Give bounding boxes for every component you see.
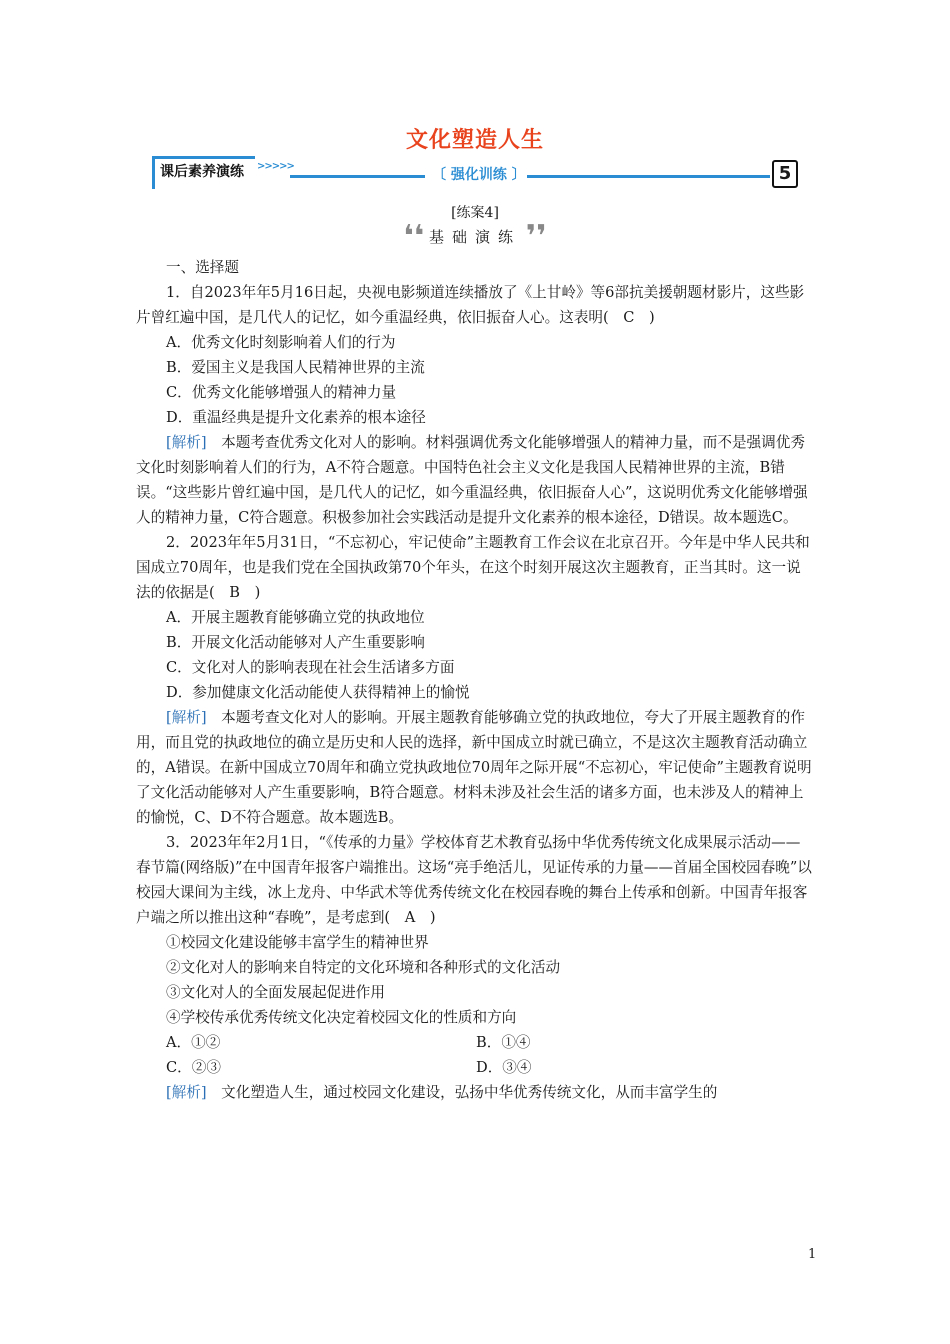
analysis-tag: [解析] [166,709,207,726]
question-3-option-b: B．①④ [476,1034,531,1051]
question-3-analysis [136,1080,813,1105]
banner-line-left [290,175,425,178]
question-3-item-4: ④学校传承优秀传统文化决定着校园文化的性质和方向 [166,1009,517,1026]
question-2-option-c: C．文化对人的影响表现在社会生活诸多方面 [166,659,455,676]
question-3-stem: 3．2023年年2月1日，“《传承的力量》学校体育艺术教育弘扬中华优秀传统文化成果展示活动——春节篇(网络版)”在中国青年报客户端推出。这场“亮手绝活儿，见证传承的力量——首届全国校园春晚”以校园大课间为主线，冰上龙舟、中华武术等优秀传统文化在校园春晚的舞台上传承和创新。中国青年报客户端之所以推出这种“春晚”，是考虑到( A ) [136,834,812,926]
question-3-item-1: ①校园文化建设能够丰富学生的精神世界 [166,934,429,951]
close-quote-icon: ❜❜ [525,218,547,254]
question-2-stem: 2．2023年年5月31日，“不忘初心，牢记使命”主题教育工作会议在北京召开。今年是中华人民共和国成立70周年，也是我们党在全国执政第70个年头，在这个时刻开展这次主题教育，正当其时。这一说法的依据是( B ) [136,534,810,601]
analysis-text: 文化塑造人生，通过校园文化建设，弘扬中华优秀传统文化，从而丰富学生的 [206,1084,718,1101]
question-2-option-b: B．开展文化活动能够对人产生重要影响 [166,634,425,651]
question-3-options-row-1 [136,1030,813,1055]
section-label: 基础演练 [428,228,521,246]
question-1-option-b: B．爱国主义是我国人民精神世界的主流 [166,359,425,376]
analysis-tag: [解析] [166,434,207,451]
banner-line-right [527,175,770,178]
banner-left-label: 课后素养演练 [160,164,244,180]
question-1-stem: 1．自2023年年5月16日起，央视电影频道连续播放了《上甘岭》等6部抗美援朝题材影片，这些影片曾红遍中国，是几代人的记忆，如今重温经典，依旧振奋人心。这表明( C ) [136,284,805,326]
question-1-option-a: A．优秀文化时刻影响着人们的行为 [166,334,396,351]
page-title: 文化塑造人生 [405,128,544,153]
part-heading: 一、选择题 [166,259,239,276]
question-3-option-c: C．②③ [166,1059,221,1076]
analysis-text: 本题考查文化对人的影响。开展主题教育能够确立党的执政地位，夸大了开展主题教育的作用，而且党的执政地位的确立是历史和人民的选择，新中国成立时就已确立，不是这次主题教育活动确立的，A错误。在新中国成立70周年和确立党执政地位70周年之际开展“不忘初心，牢记使命”主题教育说明了文化活动能够对人产生重要影响，B符合题意。材料未涉及社会生活的诸多方面，也未涉及人的精神上的愉悦，C、D不符合题意。故本题选B。 [136,709,812,826]
question-1-analysis [136,430,813,530]
banner-arrows: >>>>> [257,161,294,172]
exercise-label: [练案4] [451,205,499,221]
question-2-option-a: A．开展主题教育能够确立党的执政地位 [166,609,425,626]
question-3-item-3: ③文化对人的全面发展起促进作用 [166,984,385,1001]
question-2-analysis [136,705,813,830]
page-number: 1 [808,1247,817,1262]
banner-center-label: 〔 强化训练 〕 [432,167,526,183]
question-2-option-d: D．参加健康文化活动能使人获得精神上的愉悦 [166,684,470,701]
document-body [136,255,813,1105]
banner-number-badge: 5 [772,160,798,188]
section-heading [0,218,950,254]
question-3-options-row-2 [136,1055,813,1080]
section-banner [152,153,800,193]
open-quote-icon: ❛❛ [403,218,425,254]
question-3-option-d: D．③④ [476,1059,532,1076]
question-1-option-d: D．重温经典是提升文化素养的根本途径 [166,409,426,426]
analysis-tag: [解析] [166,1084,207,1101]
analysis-text: 本题考查优秀文化对人的影响。材料强调优秀文化能够增强人的精神力量，而不是强调优秀文化时刻影响着人们的行为，A不符合题意。中国特色社会主义文化是我国人民精神世界的主流，B错误。“这些影片曾红遍中国，是几代人的记忆，如今重温经典，依旧振奋人心”，这说明优秀文化能够增强人的精神力量，C符合题意。积极参加社会实践活动是提升文化素养的根本途径，D错误。故本题选C。 [136,434,808,526]
question-3-item-2: ②文化对人的影响来自特定的文化环境和各种形式的文化活动 [166,959,561,976]
question-1-option-c: C．优秀文化能够增强人的精神力量 [166,384,397,401]
question-3-option-a: A．①② [166,1034,221,1051]
